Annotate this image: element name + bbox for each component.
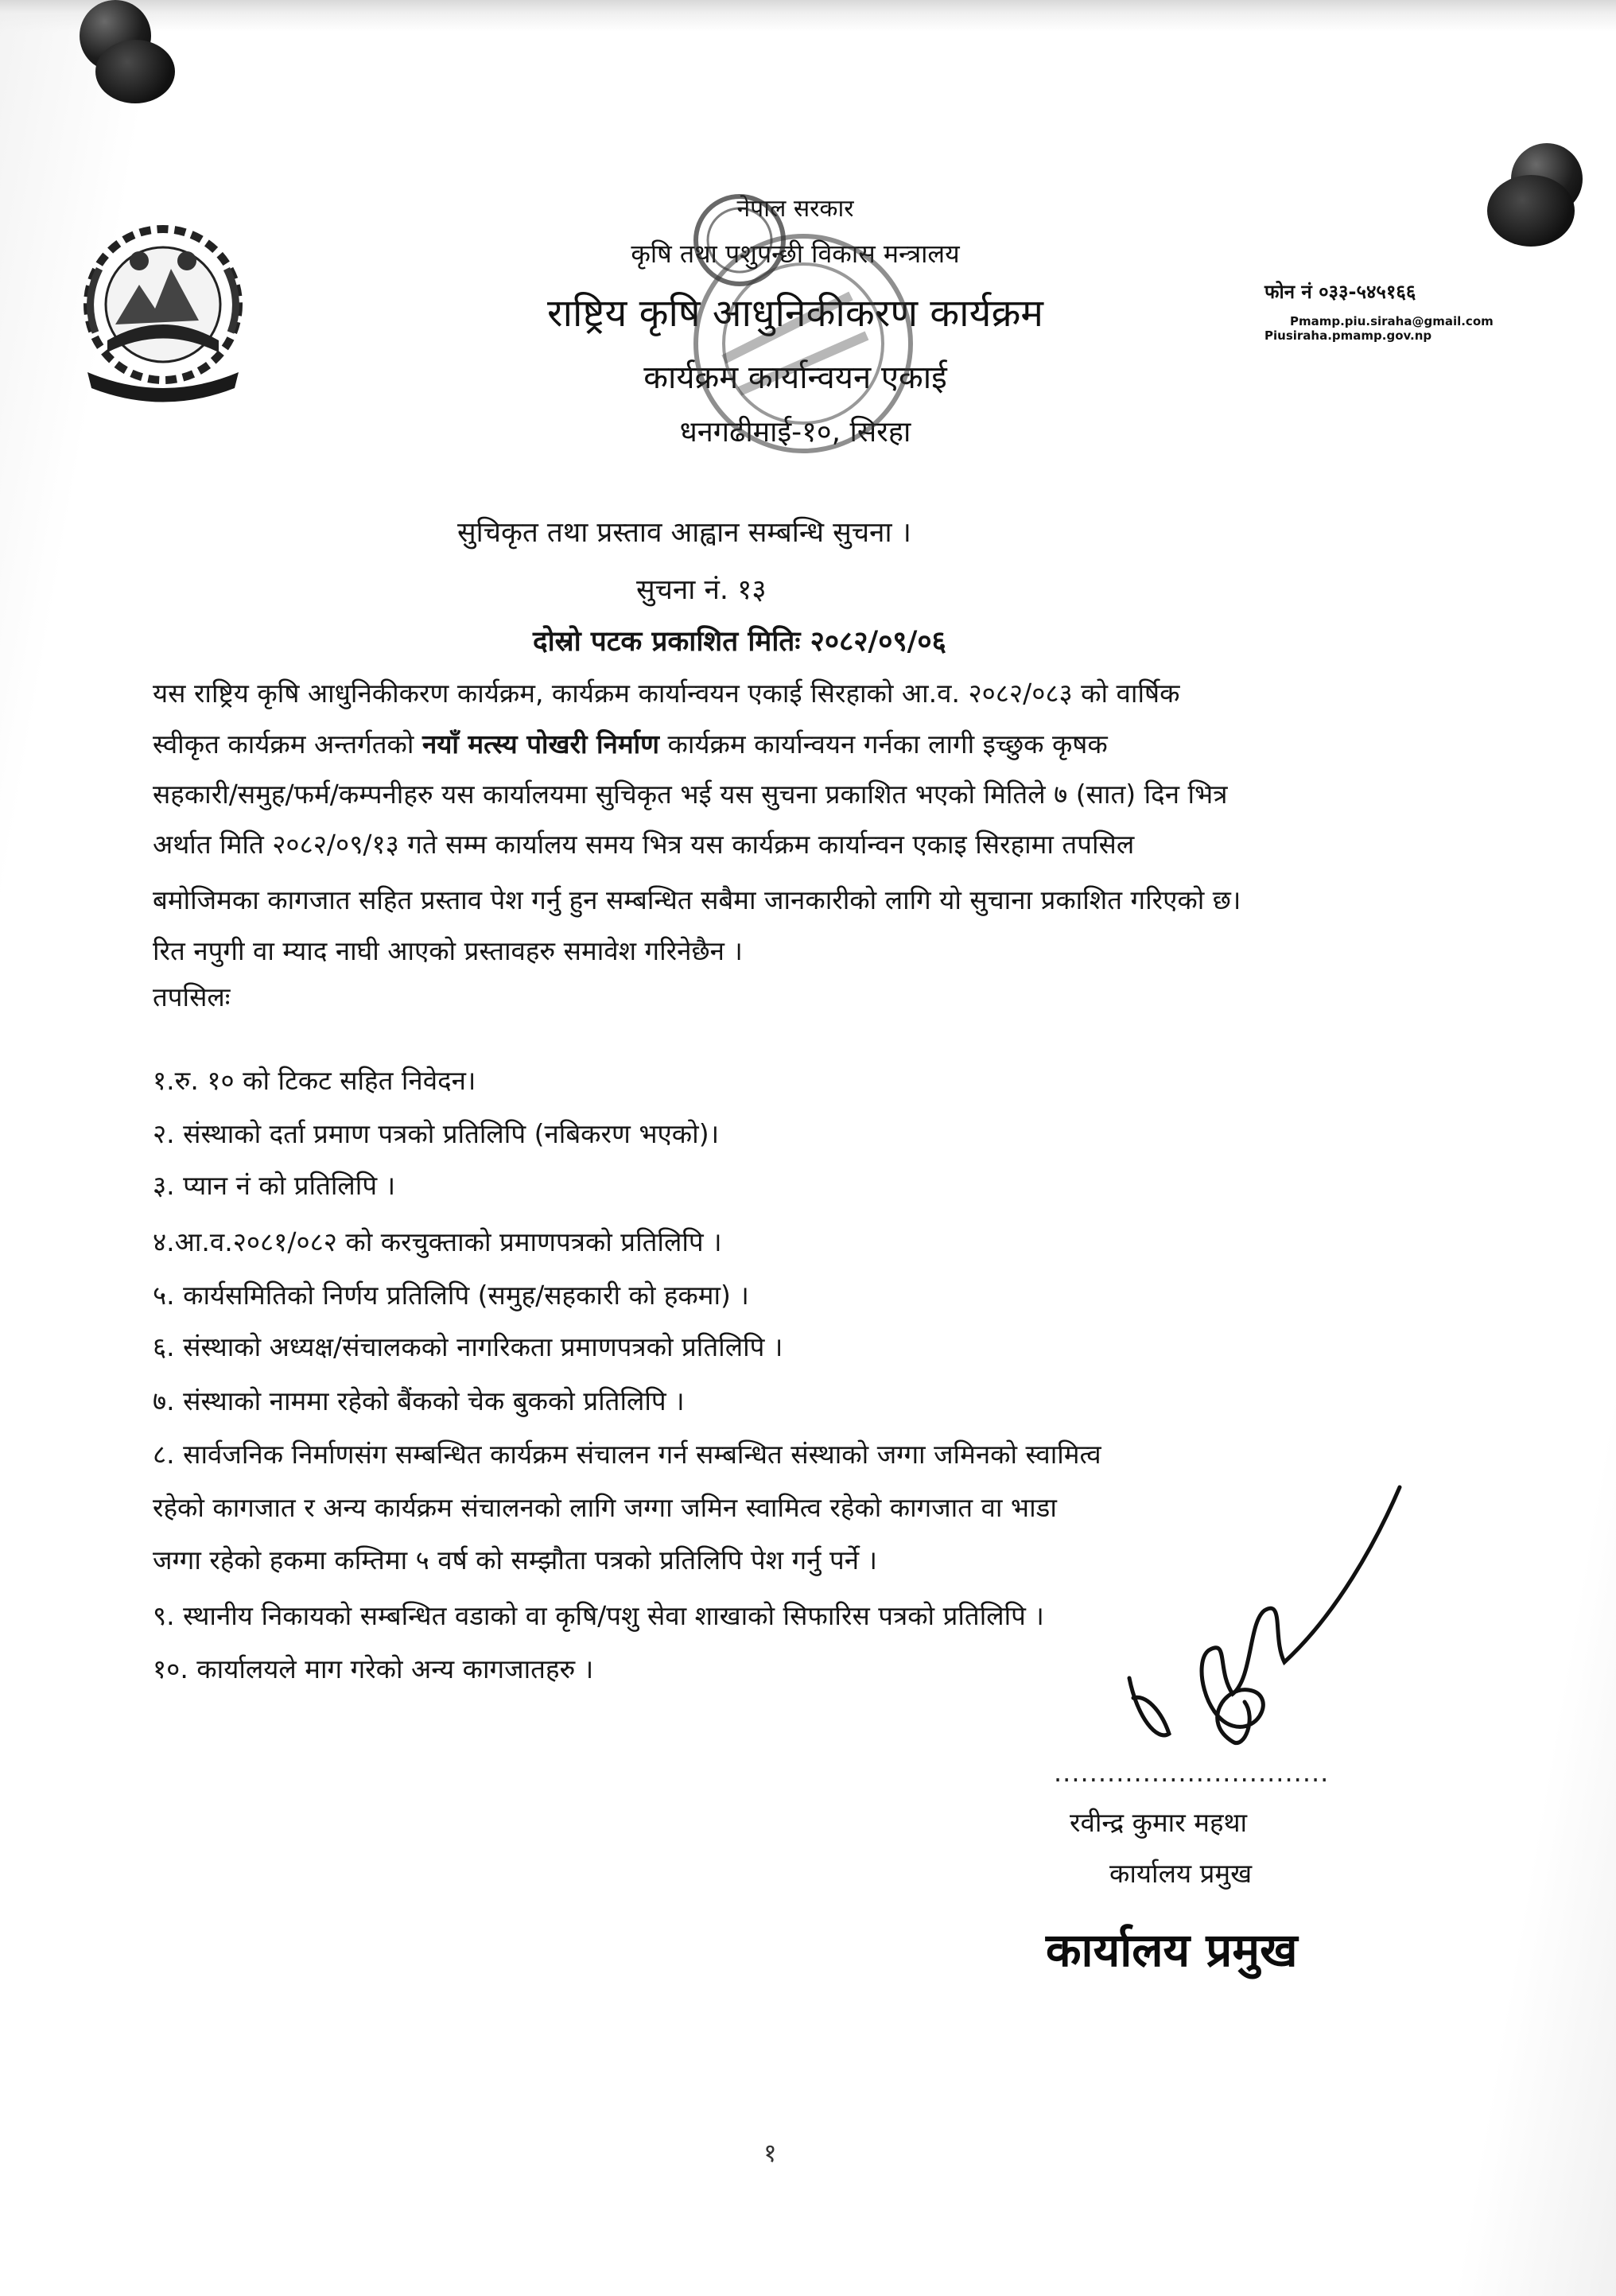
letterhead-address: धनगढीमाई-१०, सिरहा [679,416,911,449]
office-seal-stamp [652,185,915,471]
body-line-5: बमोजिमका कागजात सहित प्रस्ताव पेश गर्नु हुन सम्बन्धित सबैमा जानकारीको लागि यो सुचाना प्रकाशित गरिएको छ। [153,884,1241,915]
notice-title: सुचिकृत तथा प्रस्ताव आह्वान सम्बन्धि सुचना । [457,517,911,549]
list-item-8-line-3: जग्गा रहेको हकमा कम्तिमा ५ वर्ष को सम्झौता पत्रको प्रतिलिपि पेश गर्नु पर्ने । [153,1544,878,1575]
signatory-title: कार्यालय प्रमुख [1109,1858,1253,1889]
tapasil-label: तपसिलः [153,981,231,1012]
body-line-6: रित नपुगी वा म्याद नाघी आएको प्रस्तावहरु समावेश गरिनेछैन । [153,935,743,966]
contact-block [1264,278,1503,343]
notice-number: सुचना नं. १३ [636,574,767,606]
contact-email: Pmamp.piu.siraha@gmail.com [1290,314,1494,328]
contact-website: Piusiraha.pmamp.gov.np [1264,328,1432,343]
list-item-9: ९. स्थानीय निकायको सम्बन्धित वडाको वा कृषि/पशु सेवा शाखाको सिफारिस पत्रको प्रतिलिपि । [153,1600,1044,1631]
body-line-2-end: कार्यक्रम कार्यान्वयन गर्नका लागी इच्छुक कृषक [659,728,1108,760]
handwritten-signature [1113,1479,1431,1797]
list-item-2: २. संस्थाको दर्ता प्रमाण पत्रको प्रतिलिपि (नबिकरण भएको)। [153,1118,720,1149]
letterhead-gov: नेपाल सरकार [736,195,854,223]
list-item-5: ५. कार्यसमितिको निर्णय प्रतिलिपि (समुह/सहकारी को हकमा) । [153,1280,749,1311]
pushpin-top-right [1487,143,1606,262]
signature-dotted-line: ............................... [1054,1758,1330,1788]
pushpin-top-left [80,0,191,111]
program-name-highlight: नयाँ मत्स्य पोखरी निर्माण [421,728,660,760]
page-number: १ [763,2138,777,2168]
list-item-8-line-1: ८. सार्वजनिक निर्माणसंग सम्बन्धित कार्यक्रम संचालन गर्न सम्बन्धित संस्थाको जग्गा जमिनको स्वामित्व [153,1439,1101,1470]
body-line-2-start: स्वीकृत कार्यक्रम अन्तर्गतको [153,728,422,760]
body-line-4: अर्थात मिति २०८२/०९/१३ गते सम्म कार्यालय समय भित्र यस कार्यक्रम कार्यान्वन एकाइ सिरहामा तपसिल [153,829,1135,860]
body-line-1: यस राष्ट्रिय कृषि आधुनिकीकरण कार्यक्रम, कार्यक्रम कार्यान्वयन एकाई सिरहाको आ.व. २०८२/०८३ को वार्षिक [153,678,1180,709]
signatory-name: रवीन्द्र कुमार महथा [1070,1807,1248,1838]
notice-published-date: दोस्रो पटक प्रकाशित मितिः २०८२/०९/०६ [533,626,946,658]
title-rubber-stamp: कार्यालय प्रमुख [1046,1923,1298,1977]
list-item-8-line-2: रहेको कागजात र अन्य कार्यक्रम संचालनको लागि जग्गा जमिन स्वामित्व रहेको कागजात वा भाडा [153,1492,1057,1523]
list-item-10: १०. कार्यालयले माग गरेको अन्य कागजातहरु । [153,1653,594,1684]
contact-phone: फोन नं ०३३-५४५१६६ [1264,281,1416,303]
letterhead-program: राष्ट्रिय कृषि आधुनिकीकरण कार्यक्रम [546,291,1044,336]
letterhead-unit: कार्यक्रम कार्यान्वयन एकाई [643,359,947,396]
list-item-4: ४.आ.व.२०८१/०८२ को करचुक्ताको प्रमाणपत्रको प्रतिलिपि । [153,1226,722,1257]
list-item-6: ६. संस्थाको अध्यक्ष/संचालकको नागरिकता प्रमाणपत्रको प्रतिलिपि । [153,1331,783,1362]
paper-top-edge [0,0,1616,32]
list-item-7: ७. संस्थाको नाममा रहेको बैंकको चेक बुकको प्रतिलिपि । [153,1385,685,1416]
nepal-emblem [68,213,258,412]
body-line-2 [153,725,1108,761]
letterhead-ministry: कृषि तथा पशुपन्छी विकास मन्त्रालय [631,239,960,269]
list-item-3: ३. प्यान नं को प्रतिलिपि । [153,1170,396,1201]
body-line-3: सहकारी/समुह/फर्म/कम्पनीहरु यस कार्यालयमा सुचिकृत भई यस सुचना प्रकाशित भएको मितिले ७ (सात) दिन भित्र [153,779,1228,810]
list-item-1: १.रु. १० को टिकट सहित निवेदन। [153,1065,476,1096]
